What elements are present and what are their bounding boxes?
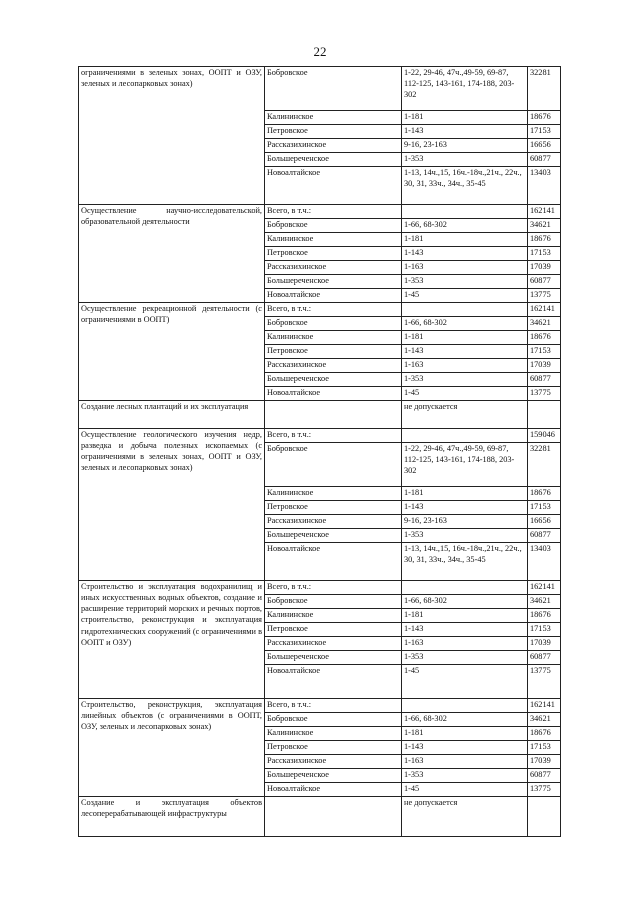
- quarters-cell: 1-353: [402, 651, 528, 665]
- area-cell: 13775: [528, 665, 561, 699]
- area-cell: 17153: [528, 741, 561, 755]
- area-cell: 60877: [528, 373, 561, 387]
- table-row: [79, 581, 561, 595]
- forestry-cell: [265, 401, 402, 429]
- forestry-cell: Петровское: [265, 345, 402, 359]
- area-cell: 34621: [528, 219, 561, 233]
- quarters-cell: 1-163: [402, 755, 528, 769]
- area-cell: 13775: [528, 387, 561, 401]
- area-cell: 162141: [528, 303, 561, 317]
- quarters-cell: [402, 205, 528, 219]
- quarters-cell: 1-163: [402, 637, 528, 651]
- forestry-cell: Рассказихинское: [265, 755, 402, 769]
- quarters-cell: 1-45: [402, 783, 528, 797]
- area-cell: 34621: [528, 317, 561, 331]
- area-cell: 60877: [528, 529, 561, 543]
- activity-cell: Строительство и эксплуатация водохранилищ и иных искусственных водных объектов, создание и расширение территорий морских и речных портов, строительство, реконструкция и эксплуатация гидротехнических сооружений (с ограничениями в ООПТ и ОЗУ): [79, 581, 265, 699]
- forestry-cell: Всего, в т.ч.:: [265, 699, 402, 713]
- quarters-cell: 1-143: [402, 623, 528, 637]
- forestry-cell: Новоалтайское: [265, 289, 402, 303]
- area-cell: [528, 401, 561, 429]
- quarters-cell: 1-45: [402, 387, 528, 401]
- quarters-cell: не допускается: [402, 401, 528, 429]
- forestry-cell: Бобровское: [265, 317, 402, 331]
- quarters-cell: 1-66, 68-302: [402, 317, 528, 331]
- forestry-cell: Петровское: [265, 125, 402, 139]
- area-cell: 162141: [528, 205, 561, 219]
- forestry-cell: Петровское: [265, 247, 402, 261]
- area-cell: 17153: [528, 345, 561, 359]
- area-cell: 34621: [528, 713, 561, 727]
- quarters-cell: 1-353: [402, 153, 528, 167]
- area-cell: 13403: [528, 167, 561, 205]
- area-cell: 60877: [528, 153, 561, 167]
- quarters-cell: 1-143: [402, 741, 528, 755]
- area-cell: 17153: [528, 623, 561, 637]
- forestry-cell: Рассказихинское: [265, 359, 402, 373]
- quarters-cell: 1-181: [402, 331, 528, 345]
- quarters-cell: 1-22, 29-46, 47ч.,49-59, 69-87, 112-125, 143-161, 174-188, 203-302: [402, 67, 528, 111]
- quarters-cell: [402, 699, 528, 713]
- area-cell: 159046: [528, 429, 561, 443]
- forestry-cell: Бобровское: [265, 219, 402, 233]
- quarters-cell: 1-353: [402, 275, 528, 289]
- quarters-cell: 1-143: [402, 345, 528, 359]
- quarters-cell: 1-181: [402, 487, 528, 501]
- activity-cell: Осуществление геологического изучения недр, разведка и добыча полезных ископаемых (с ограничениями в зеленых зонах, ООПТ и ОЗУ, зеленых и лесопарковых зонах): [79, 429, 265, 581]
- quarters-cell: 1-181: [402, 727, 528, 741]
- forestry-cell: Новоалтайское: [265, 543, 402, 581]
- table-row: [79, 401, 561, 429]
- forestry-cell: Всего, в т.ч.:: [265, 429, 402, 443]
- area-cell: 162141: [528, 699, 561, 713]
- activity-cell: Создание лесных плантаций и их эксплуатация: [79, 401, 265, 429]
- activity-cell: Осуществление научно-исследовательской, образовательной деятельности: [79, 205, 265, 303]
- quarters-cell: 1-22, 29-46, 47ч.,49-59, 69-87, 112-125, 143-161, 174-188, 203-302: [402, 443, 528, 487]
- area-cell: 17039: [528, 359, 561, 373]
- forestry-cell: Калининское: [265, 111, 402, 125]
- forestry-cell: Всего, в т.ч.:: [265, 205, 402, 219]
- forestry-cell: Петровское: [265, 623, 402, 637]
- table-row: [79, 205, 561, 219]
- forestry-cell: Большереченское: [265, 275, 402, 289]
- forestry-cell: Новоалтайское: [265, 387, 402, 401]
- forestry-cell: Рассказихинское: [265, 515, 402, 529]
- quarters-cell: 9-16, 23-163: [402, 139, 528, 153]
- area-cell: 60877: [528, 275, 561, 289]
- activity-cell: Осуществление рекреационной деятельности (с ограничениями в ООПТ): [79, 303, 265, 401]
- area-cell: 18676: [528, 727, 561, 741]
- area-cell: 18676: [528, 609, 561, 623]
- quarters-cell: 9-16, 23-163: [402, 515, 528, 529]
- area-cell: 162141: [528, 581, 561, 595]
- area-cell: 16656: [528, 515, 561, 529]
- area-cell: 18676: [528, 331, 561, 345]
- area-cell: 13775: [528, 783, 561, 797]
- activity-cell: Строительство, реконструкция, эксплуатация линейных объектов (с ограничениями в ООПТ, ОЗУ, зеленых и лесопарковых зонах): [79, 699, 265, 797]
- forestry-cell: Новоалтайское: [265, 167, 402, 205]
- quarters-cell: 1-181: [402, 111, 528, 125]
- forestry-cell: Бобровское: [265, 443, 402, 487]
- quarters-cell: 1-353: [402, 769, 528, 783]
- area-cell: 18676: [528, 111, 561, 125]
- forestry-cell: Калининское: [265, 331, 402, 345]
- area-cell: 18676: [528, 487, 561, 501]
- forestry-cell: Рассказихинское: [265, 637, 402, 651]
- quarters-cell: 1-66, 68-302: [402, 219, 528, 233]
- forestry-cell: Новоалтайское: [265, 783, 402, 797]
- area-cell: 17153: [528, 125, 561, 139]
- area-cell: 60877: [528, 769, 561, 783]
- quarters-cell: не допускается: [402, 797, 528, 837]
- activity-cell: Создание и эксплуатация объектов лесоперерабатывающей инфраструктуры: [79, 797, 265, 837]
- quarters-cell: [402, 303, 528, 317]
- quarters-cell: 1-13, 14ч.,15, 16ч.-18ч.,21ч., 22ч., 30, 31, 33ч., 34ч., 35-45: [402, 543, 528, 581]
- forestry-cell: Калининское: [265, 727, 402, 741]
- area-cell: 32281: [528, 67, 561, 111]
- forestry-cell: Большереченское: [265, 769, 402, 783]
- page-number: 22: [313, 44, 327, 59]
- area-cell: 13775: [528, 289, 561, 303]
- area-cell: 17039: [528, 637, 561, 651]
- area-cell: 32281: [528, 443, 561, 487]
- forestry-cell: Калининское: [265, 233, 402, 247]
- area-cell: 16656: [528, 139, 561, 153]
- forestry-cell: Петровское: [265, 741, 402, 755]
- area-cell: 18676: [528, 233, 561, 247]
- quarters-cell: 1-143: [402, 501, 528, 515]
- forestry-cell: Новоалтайское: [265, 665, 402, 699]
- area-cell: 13403: [528, 543, 561, 581]
- area-cell: [528, 797, 561, 837]
- table-row: [79, 429, 561, 443]
- forestry-cell: Петровское: [265, 501, 402, 515]
- quarters-cell: 1-66, 68-302: [402, 713, 528, 727]
- quarters-cell: 1-66, 68-302: [402, 595, 528, 609]
- area-cell: 17039: [528, 755, 561, 769]
- forestry-cell: Большереченское: [265, 153, 402, 167]
- forestry-cell: Рассказихинское: [265, 261, 402, 275]
- quarters-cell: 1-181: [402, 609, 528, 623]
- quarters-cell: 1-353: [402, 529, 528, 543]
- forestry-cell: [265, 797, 402, 837]
- table-row: [79, 797, 561, 837]
- quarters-cell: 1-143: [402, 247, 528, 261]
- forestry-cell: Большереченское: [265, 529, 402, 543]
- forestry-cell: Калининское: [265, 609, 402, 623]
- forest-use-table: [78, 66, 561, 837]
- area-cell: 17039: [528, 261, 561, 275]
- forestry-cell: Бобровское: [265, 713, 402, 727]
- forestry-cell: Большереченское: [265, 373, 402, 387]
- table-row: [79, 699, 561, 713]
- forestry-cell: Бобровское: [265, 595, 402, 609]
- area-cell: 60877: [528, 651, 561, 665]
- quarters-cell: 1-45: [402, 665, 528, 699]
- quarters-cell: [402, 581, 528, 595]
- area-cell: 17153: [528, 501, 561, 515]
- forestry-cell: Всего, в т.ч.:: [265, 581, 402, 595]
- quarters-cell: 1-143: [402, 125, 528, 139]
- quarters-cell: 1-181: [402, 233, 528, 247]
- forestry-cell: Калининское: [265, 487, 402, 501]
- quarters-cell: 1-163: [402, 261, 528, 275]
- quarters-cell: 1-13, 14ч.,15, 16ч.-18ч.,21ч., 22ч., 30, 31, 33ч., 34ч., 35-45: [402, 167, 528, 205]
- activity-cell: ограничениями в зеленых зонах, ООПТ и ОЗУ, зеленых и лесопарковых зонах): [79, 67, 265, 205]
- quarters-cell: 1-163: [402, 359, 528, 373]
- forestry-cell: Рассказихинское: [265, 139, 402, 153]
- table-row: [79, 67, 561, 111]
- table-row: [79, 303, 561, 317]
- area-cell: 34621: [528, 595, 561, 609]
- forestry-cell: Большереченское: [265, 651, 402, 665]
- quarters-cell: 1-45: [402, 289, 528, 303]
- area-cell: 17153: [528, 247, 561, 261]
- forestry-cell: Бобровское: [265, 67, 402, 111]
- quarters-cell: 1-353: [402, 373, 528, 387]
- forestry-cell: Всего, в т.ч.:: [265, 303, 402, 317]
- quarters-cell: [402, 429, 528, 443]
